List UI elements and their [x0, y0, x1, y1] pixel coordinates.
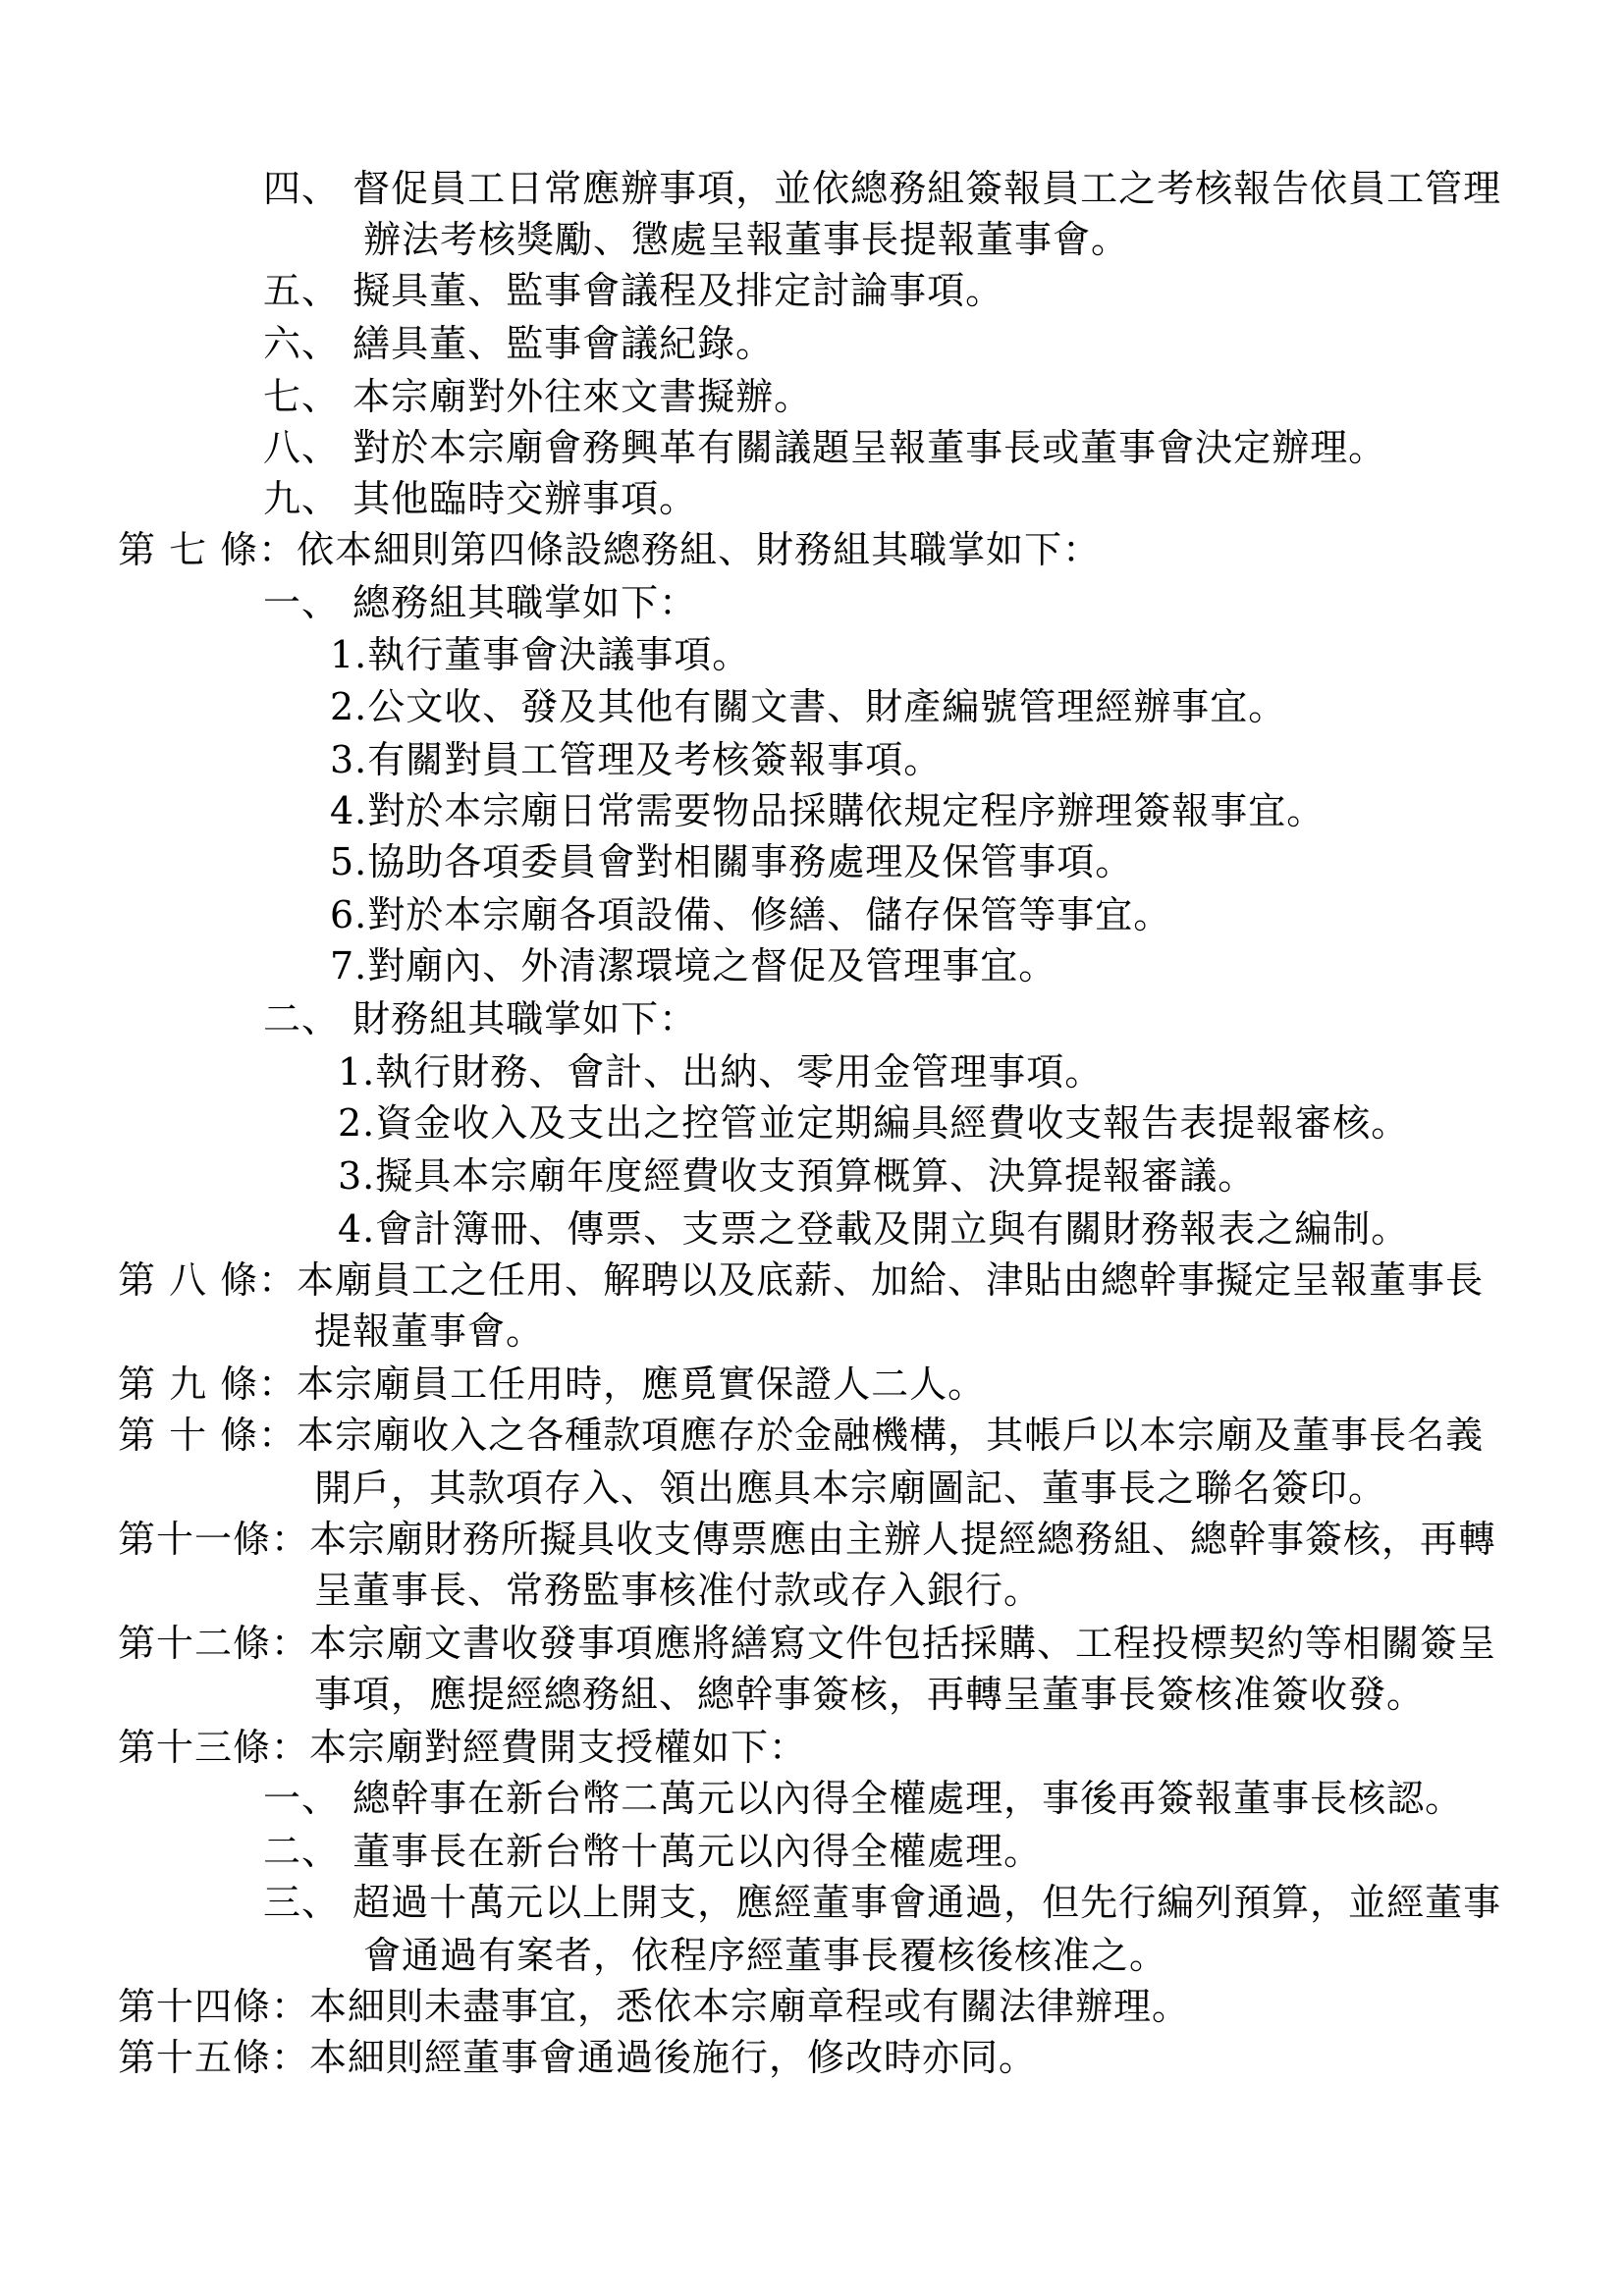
- clause-7-section-2-item-1: 1.執行財務、會計、出納、零用金管理事項。: [338, 1050, 1104, 1094]
- clause-7-section-1-item-6: 6.對於本宗廟各項設備、修繕、儲存保管等事宜。: [330, 893, 1172, 936]
- clause-7-section-1: 一、 總務組其職掌如下：: [263, 581, 698, 624]
- clause-6-item-7: 七、 本宗廟對外往來文書擬辦。: [263, 375, 813, 418]
- clause-7-section-1-item-7: 7.對廟內、外清潔環境之督促及管理事宜。: [330, 944, 1057, 988]
- clause-7-section-1-item-5: 5.協助各項委員會對相關事務處理及保管事項。: [330, 840, 1134, 883]
- clause-7-section-1-item-4: 4.對於本宗廟日常需要物品採購依規定程序辦理簽報事宜。: [330, 789, 1326, 832]
- clause-9: 第 九 條：本宗廟員工任用時，應覓實保證人二人。: [118, 1362, 987, 1406]
- clause-10: 第 十 條：本宗廟收入之各種款項應存於金融機構，其帳戶以本宗廟及董事長名義: [118, 1414, 1485, 1457]
- clause-6-item-4-cont: 辦法考核獎勵、懲處呈報董事長提報董事會。: [363, 218, 1130, 261]
- clause-7-section-1-item-1: 1.執行董事會決議事項。: [330, 633, 751, 676]
- clause-11-cont: 呈董事長、常務監事核准付款或存入銀行。: [314, 1569, 1043, 1612]
- clause-13: 第十三條：本宗廟對經費開支授權如下：: [118, 1726, 808, 1769]
- clause-6-item-4: 四、 督促員工日常應辦事項，並依總務組簽報員工之考核報告依員工管理: [263, 167, 1502, 210]
- clause-7-section-2-item-4: 4.會計簿冊、傳票、支票之登載及開立與有關財務報表之編制。: [338, 1207, 1410, 1251]
- clause-6-item-9: 九、 其他臨時交辦事項。: [263, 477, 698, 520]
- clause-7-section-1-item-2: 2.公文收、發及其他有關文書、財產編號管理經辦事宜。: [330, 685, 1287, 728]
- clause-7-section-2-item-2: 2.資金收入及支出之控管並定期編具經費收支報告表提報審核。: [338, 1101, 1410, 1145]
- clause-7-section-2-item-3: 3.擬具本宗廟年度經費收支預算概算、決算提報審議。: [338, 1154, 1257, 1198]
- clause-7-section-2: 二、 財務組其職掌如下：: [263, 997, 698, 1041]
- clause-12-cont: 事項，應提經總務組、總幹事簽核，再轉呈董事長簽核准簽收發。: [314, 1673, 1426, 1716]
- clause-8-cont: 提報董事會。: [314, 1309, 545, 1353]
- clause-15: 第十五條：本細則經董事會通過後施行，修改時亦同。: [118, 2036, 1038, 2079]
- clause-6-item-6: 六、 繕具董、監事會議紀錄。: [263, 322, 775, 365]
- clause-14: 第十四條：本細則未盡事宜，悉依本宗廟章程或有關法律辦理。: [118, 1985, 1191, 2028]
- clause-13-item-2: 二、 董事長在新台幣十萬元以內得全權處理。: [263, 1830, 1043, 1873]
- clause-8: 第 八 條：本廟員工之任用、解聘以及底薪、加給、津貼由總幹事擬定呈報董事長: [118, 1258, 1485, 1302]
- clause-13-item-3-cont: 會通過有案者，依程序經董事長覆核後核准之。: [363, 1934, 1168, 1977]
- clause-13-item-3: 三、 超過十萬元以上開支，應經董事會通過，但先行編列預算，並經董事: [263, 1881, 1502, 1924]
- clause-12: 第十二條：本宗廟文書收發事項應將繕寫文件包括採購、工程投標契約等相關簽呈: [118, 1622, 1497, 1665]
- clause-7-section-1-item-3: 3.有關對員工管理及考核簽報事項。: [330, 738, 943, 781]
- clause-11: 第十一條：本宗廟財務所擬具收支傳票應由主辦人提經總務組、總幹事簽核，再轉: [118, 1518, 1497, 1561]
- clause-6-item-8: 八、 對於本宗廟會務興革有關議題呈報董事長或董事會決定辦理。: [263, 426, 1387, 469]
- clause-10-cont: 開戶，其款項存入、領出應具本宗廟圖記、董事長之聯名簽印。: [314, 1467, 1387, 1510]
- clause-13-item-1: 一、 總幹事在新台幣二萬元以內得全權處理，事後再簽報董事長核認。: [263, 1777, 1464, 1820]
- clause-7-heading: 第 七 條：依本細則第四條設總務組、財務組其職掌如下：: [118, 528, 1102, 571]
- clause-6-item-5: 五、 擬具董、監事會議程及排定討論事項。: [263, 269, 1004, 312]
